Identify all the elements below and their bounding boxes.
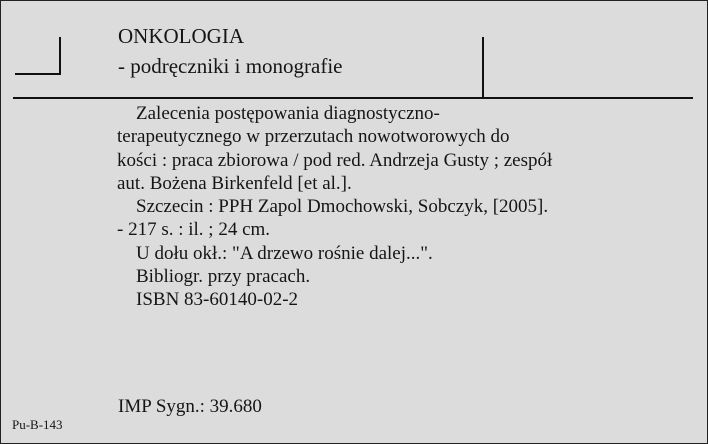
heading-divider	[482, 37, 484, 97]
bibliographic-description	[117, 102, 677, 312]
title-line: kości : praca zbiorowa / pod red. Andrzeja Gusty ; zespół	[117, 149, 553, 171]
horizontal-rule	[13, 97, 693, 99]
note-line: U dołu okł.: "A drzewo rośnie dalej...".	[136, 242, 433, 264]
library-code: Pu-B-143	[12, 417, 63, 432]
title-line: aut. Bożena Birkenfeld [et al.].	[117, 172, 352, 194]
subject-heading	[118, 21, 343, 81]
corner-mark	[15, 37, 61, 75]
title-line: terapeutycznego w przerzutach nowotworowych do	[117, 126, 510, 148]
subject-heading-subdivision: - podręczniki i monografie	[118, 54, 343, 78]
subject-heading-main: ONKOLOGIA	[118, 24, 244, 48]
isbn-line: ISBN 83-60140-02-2	[136, 289, 299, 311]
title-line: Zalecenia postępowania diagnostyczno-	[136, 103, 440, 124]
call-number: IMP Sygn.: 39.680	[118, 396, 262, 417]
physical-description-line: - 217 s. : il. ; 24 cm.	[117, 219, 271, 241]
bibliography-note-line: Bibliogr. przy pracach.	[136, 266, 311, 288]
publication-line: Szczecin : PPH Zapol Dmochowski, Sobczyk, [2005].	[136, 196, 549, 218]
